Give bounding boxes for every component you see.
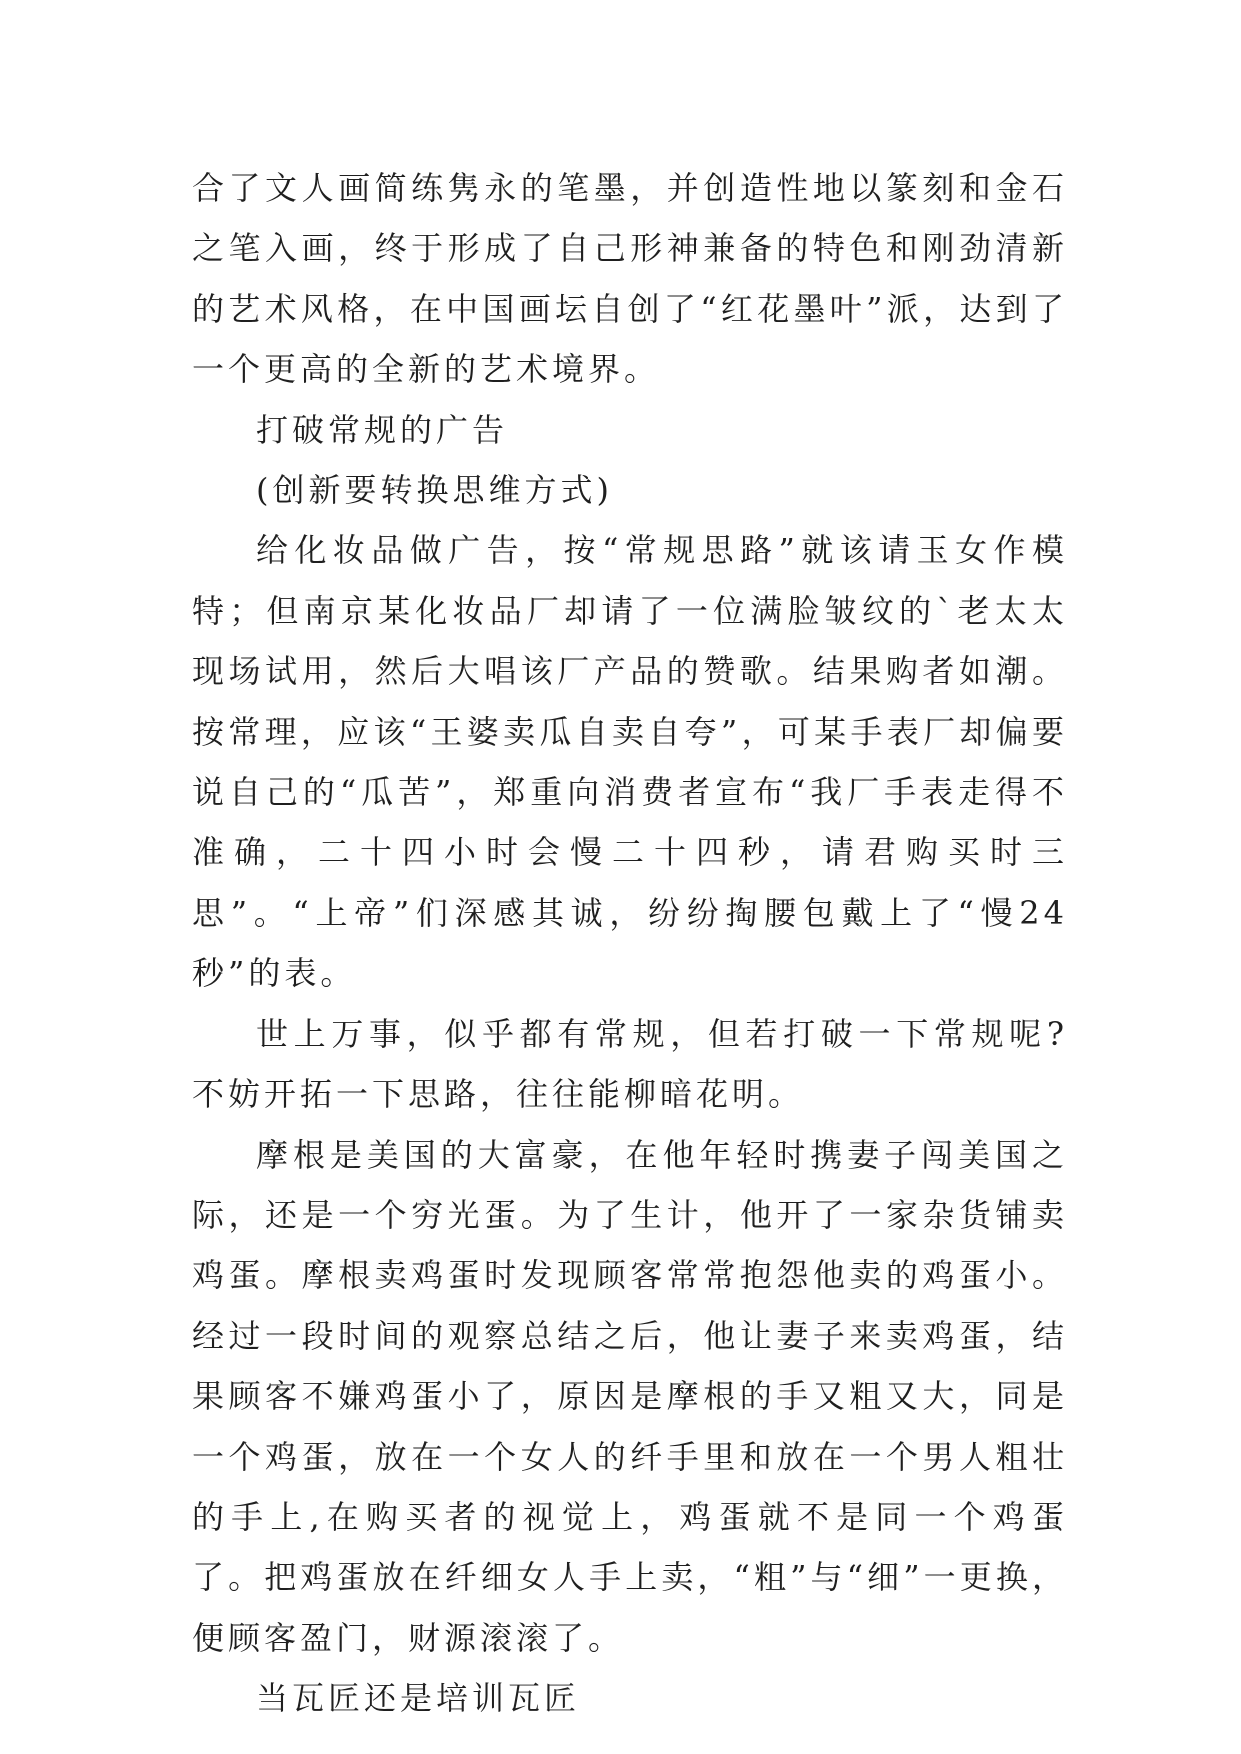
section-heading: 打破常规的广告: [256, 410, 509, 449]
document-body: [192, 158, 1068, 1729]
paragraph: 摩根是美国的大富豪，在他年轻时携妻子闯美国之际，还是一个穷光蛋。为了生计，他开了一家杂货铺卖鸡蛋。摩根卖鸡蛋时发现顾客常常抱怨他卖的鸡蛋小。经过一段时间的观察总结之后，他让妻子来卖鸡蛋，结果顾客不嫌鸡蛋小了，原因是摩根的手又粗又大，同是一个鸡蛋，放在一个女人的纤手里和放在一个男人粗壮的手上,在购买者的视觉上，鸡蛋就不是同一个鸡蛋了。把鸡蛋放在纤细女人手上卖，“粗”与“细”一更换，便顾客盈门，财源滚滚了。: [192, 1135, 1068, 1657]
section-heading: 当瓦匠还是培训瓦匠: [256, 1679, 581, 1718]
paragraph-continuation: 合了文人画简练隽永的笔墨，并创造性地以篆刻和金石之笔入画，终于形成了自己形神兼备的特色和刚劲清新的艺术风格，在中国画坛自创了“红花墨叶”派，达到了一个更高的全新的艺术境界。: [192, 169, 1068, 389]
paragraph: 世上万事，似乎都有常规，但若打破一下常规呢?不妨开拓一下思路，往往能柳暗花明。: [192, 1014, 1068, 1114]
paragraph: 给化妆品做广告，按“常规思路”就该请玉女作模特；但南京某化妆品厂却请了一位满脸皱纹的`老太太现场试用，然后大唱该厂产品的赞歌。结果购者如潮。按常理，应该“王婆卖瓜自卖自夸”，可某手表厂却偏要说自己的“瓜苦”，郑重向消费者宣布“我厂手表走得不准确，二十四小时会慢二十四秒，请君购买时三思”。“上帝”们深感其诚，纷纷掏腰包戴上了“慢24秒”的表。: [192, 531, 1068, 993]
section-subheading: (创新要转换思维方式): [256, 471, 613, 510]
